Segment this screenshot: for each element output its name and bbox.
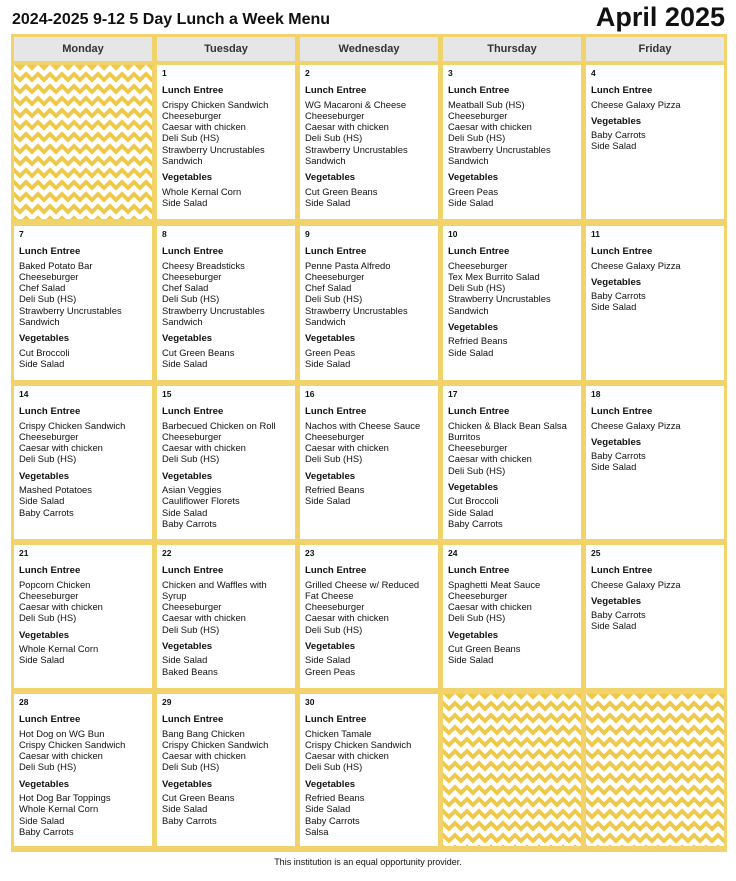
vegetables-heading: Vegetables	[591, 276, 642, 288]
vegetables-heading: Vegetables	[305, 333, 356, 345]
day-number: 3	[448, 68, 453, 78]
day-number: 16	[305, 389, 315, 399]
entree-item: Cheeseburger	[162, 601, 222, 613]
day-cell	[443, 65, 581, 219]
day-number: 9	[305, 229, 310, 239]
vegetable-item: Baby Carrots	[19, 506, 74, 518]
entree-item: Strawberry Uncrustables	[305, 143, 408, 155]
vegetable-item: Hot Dog Bar Toppings	[19, 792, 111, 804]
vegetable-item: Side Salad	[591, 301, 637, 313]
lunch-entree-heading: Lunch Entree	[305, 406, 367, 418]
day-cell	[14, 694, 152, 846]
entree-item: Caesar with chicken	[162, 750, 246, 762]
entree-item: Sandwich	[19, 316, 60, 328]
entree-item: Cheeseburger	[305, 270, 365, 282]
entree-item: WG Macaroni & Cheese	[305, 98, 407, 110]
entree-item: Crispy Chicken Sandwich	[162, 98, 269, 110]
lunch-entree-heading: Lunch Entree	[19, 714, 81, 726]
entree-item: Cheese Galaxy Pizza	[591, 98, 681, 110]
entree-item: Strawberry Uncrustables	[162, 304, 265, 316]
entree-item: Strawberry Uncrustables	[19, 304, 122, 316]
entree-item: Caesar with chicken	[305, 750, 389, 762]
month-title: April 2025	[595, 2, 725, 32]
vegetable-item: Side Salad	[162, 357, 208, 369]
day-header-wednesday: Wednesday	[300, 37, 438, 61]
vegetable-item: Side Salad	[162, 803, 208, 815]
day-header-thursday: Thursday	[443, 37, 581, 61]
lunch-entree-heading: Lunch Entree	[448, 565, 510, 577]
lunch-entree-heading: Lunch Entree	[305, 85, 367, 97]
vegetables-heading: Vegetables	[19, 629, 70, 641]
vegetable-item: Refried Beans	[305, 484, 365, 496]
vegetable-item: Side Salad	[305, 196, 351, 208]
day-cell	[586, 226, 724, 380]
entree-item: Chicken Tamale	[305, 727, 372, 739]
day-cell	[157, 386, 295, 539]
vegetable-item: Side Salad	[162, 654, 208, 666]
entree-item: Cheeseburger	[19, 589, 79, 601]
day-cell	[300, 65, 438, 219]
day-cell	[586, 65, 724, 219]
entree-item: Deli Sub (HS)	[448, 132, 506, 144]
entree-item: Cheeseburger	[162, 430, 222, 442]
vegetables-heading: Vegetables	[19, 333, 70, 345]
day-number: 18	[591, 389, 601, 399]
vegetable-item: Green Peas	[305, 346, 356, 358]
entree-item: Deli Sub (HS)	[162, 453, 220, 465]
vegetables-heading: Vegetables	[591, 115, 642, 127]
vegetable-item: Side Salad	[591, 461, 637, 473]
entree-item: Strawberry Uncrustables	[448, 293, 551, 305]
entree-item: Strawberry Uncrustables	[448, 143, 551, 155]
entree-item: Cheeseburger	[448, 109, 508, 121]
day-number: 10	[448, 229, 458, 239]
day-header-friday: Friday	[586, 37, 724, 61]
lunch-entree-heading: Lunch Entree	[591, 565, 653, 577]
lunch-entree-heading: Lunch Entree	[162, 565, 224, 577]
entree-item: Crispy Chicken Sandwich	[305, 738, 412, 750]
day-number: 23	[305, 548, 315, 558]
vegetable-item: Baby Carrots	[162, 517, 217, 529]
lunch-entree-heading: Lunch Entree	[162, 714, 224, 726]
vegetable-item: Asian Veggies	[162, 484, 222, 496]
entree-item: Deli Sub (HS)	[305, 132, 363, 144]
lunch-entree-heading: Lunch Entree	[162, 246, 224, 258]
lunch-entree-heading: Lunch Entree	[19, 406, 81, 418]
day-cell	[300, 386, 438, 539]
entree-item: Strawberry Uncrustables	[305, 304, 408, 316]
lunch-entree-heading: Lunch Entree	[448, 85, 510, 97]
entree-item: Deli Sub (HS)	[448, 464, 506, 476]
vegetables-heading: Vegetables	[591, 595, 642, 607]
entree-item: Syrup	[162, 589, 187, 601]
entree-item: Chef Salad	[162, 282, 209, 294]
day-number: 22	[162, 548, 172, 558]
vegetable-item: Cut Broccoli	[19, 346, 70, 358]
vegetable-item: Side Salad	[448, 346, 494, 358]
entree-item: Caesar with chicken	[162, 121, 246, 133]
vegetable-item: Refried Beans	[305, 792, 365, 804]
vegetable-item: Baby Carrots	[591, 129, 646, 141]
vegetable-item: Side Salad	[591, 620, 637, 632]
day-number: 8	[162, 229, 167, 239]
day-header-monday: Monday	[14, 37, 152, 61]
day-number: 15	[162, 389, 172, 399]
entree-item: Cheeseburger	[448, 589, 508, 601]
entree-item: Caesar with chicken	[448, 453, 532, 465]
entree-item: Deli Sub (HS)	[162, 132, 220, 144]
vegetable-item: Whole Kernal Corn	[162, 185, 242, 197]
entree-item: Crispy Chicken Sandwich	[162, 738, 269, 750]
entree-item: Cheeseburger	[448, 442, 508, 454]
vegetable-item: Side Salad	[448, 654, 494, 666]
day-cell	[586, 545, 724, 688]
entree-item: Deli Sub (HS)	[305, 623, 363, 635]
menu-title: 2024-2025 9-12 5 Day Lunch a Week Menu	[12, 11, 331, 28]
entree-item: Cheese Galaxy Pizza	[591, 578, 681, 590]
vegetable-item: Salsa	[305, 825, 329, 837]
vegetables-heading: Vegetables	[162, 172, 213, 184]
day-number: 7	[19, 229, 24, 239]
entree-item: Sandwich	[305, 155, 346, 167]
day-cell	[157, 65, 295, 219]
vegetable-item: Cut Broccoli	[448, 495, 499, 507]
empty-day-pattern	[443, 694, 581, 846]
entree-item: Deli Sub (HS)	[19, 453, 77, 465]
lunch-entree-heading: Lunch Entree	[305, 565, 367, 577]
vegetables-heading: Vegetables	[305, 641, 356, 653]
vegetable-item: Side Salad	[305, 803, 351, 815]
entree-item: Popcorn Chicken	[19, 578, 91, 590]
entree-item: Deli Sub (HS)	[162, 623, 220, 635]
day-number: 4	[591, 68, 596, 78]
entree-item: Cheesy Breadsticks	[162, 259, 245, 271]
lunch-entree-heading: Lunch Entree	[591, 85, 653, 97]
entree-item: Sandwich	[162, 316, 203, 328]
entree-item: Deli Sub (HS)	[305, 453, 363, 465]
day-cell	[443, 386, 581, 539]
entree-item: Cheeseburger	[19, 270, 79, 282]
vegetable-item: Side Salad	[305, 495, 351, 507]
vegetable-item: Baby Carrots	[591, 290, 646, 302]
day-cell	[300, 226, 438, 380]
lunch-entree-heading: Lunch Entree	[591, 246, 653, 258]
day-number: 14	[19, 389, 29, 399]
vegetables-heading: Vegetables	[162, 333, 213, 345]
day-cell	[157, 694, 295, 846]
entree-item: Cheeseburger	[162, 109, 222, 121]
entree-item: Deli Sub (HS)	[305, 293, 363, 305]
entree-item: Sandwich	[448, 155, 489, 167]
vegetable-item: Side Salad	[19, 654, 65, 666]
vegetables-heading: Vegetables	[448, 482, 499, 494]
vegetable-item: Baby Carrots	[448, 517, 503, 529]
entree-item: Penne Pasta Alfredo	[305, 259, 391, 271]
vegetable-item: Cut Green Beans	[162, 792, 235, 804]
entree-item: Chef Salad	[19, 282, 66, 294]
entree-item: Nachos with Cheese Sauce	[305, 419, 421, 431]
day-cell	[157, 545, 295, 688]
entree-item: Spaghetti Meat Sauce	[448, 578, 541, 590]
vegetable-item: Baby Carrots	[19, 825, 74, 837]
lunch-entree-heading: Lunch Entree	[19, 565, 81, 577]
entree-item: Cheeseburger	[305, 601, 365, 613]
vegetable-item: Side Salad	[162, 506, 208, 518]
entree-item: Sandwich	[305, 316, 346, 328]
day-cell	[443, 545, 581, 688]
vegetables-heading: Vegetables	[162, 641, 213, 653]
entree-item: Deli Sub (HS)	[448, 282, 506, 294]
vegetable-item: Baby Carrots	[591, 450, 646, 462]
footer-note: This institution is an equal opportunity provider.	[274, 857, 462, 867]
vegetable-item: Cut Green Beans	[162, 346, 235, 358]
vegetable-item: Side Salad	[448, 196, 494, 208]
entree-item: Deli Sub (HS)	[19, 612, 77, 624]
day-number: 29	[162, 697, 172, 707]
entree-item: Sandwich	[162, 155, 203, 167]
entree-item: Grilled Cheese w/ Reduced	[305, 578, 420, 590]
day-number: 30	[305, 697, 315, 707]
vegetable-item: Mashed Potatoes	[19, 484, 92, 496]
entree-item: Crispy Chicken Sandwich	[19, 738, 126, 750]
day-cell	[14, 545, 152, 688]
vegetable-item: Whole Kernal Corn	[19, 803, 99, 815]
entree-item: Cheeseburger	[448, 259, 508, 271]
day-cell	[586, 386, 724, 539]
entree-item: Burritos	[448, 430, 481, 442]
day-cell	[300, 694, 438, 846]
vegetable-item: Baked Beans	[162, 665, 218, 677]
entree-item: Caesar with chicken	[162, 612, 246, 624]
entree-item: Chicken & Black Bean Salsa	[448, 419, 567, 431]
entree-item: Strawberry Uncrustables	[162, 143, 265, 155]
day-number: 21	[19, 548, 29, 558]
vegetable-item: Side Salad	[448, 506, 494, 518]
entree-item: Caesar with chicken	[19, 601, 103, 613]
vegetable-item: Cauliflower Florets	[162, 495, 240, 507]
entree-item: Cheeseburger	[19, 430, 79, 442]
vegetable-item: Side Salad	[591, 140, 637, 152]
empty-day-pattern	[586, 694, 724, 846]
vegetables-heading: Vegetables	[448, 322, 499, 334]
vegetables-heading: Vegetables	[162, 470, 213, 482]
entree-item: Fat Cheese	[305, 589, 354, 601]
vegetables-heading: Vegetables	[448, 629, 499, 641]
entree-item: Caesar with chicken	[305, 442, 389, 454]
entree-item: Cheeseburger	[305, 109, 365, 121]
vegetable-item: Side Salad	[19, 814, 65, 826]
vegetable-item: Side Salad	[305, 654, 351, 666]
vegetables-heading: Vegetables	[591, 436, 642, 448]
entree-item: Chef Salad	[305, 282, 352, 294]
entree-item: Barbecued Chicken on Roll	[162, 419, 276, 431]
day-number: 1	[162, 68, 167, 78]
day-header-tuesday: Tuesday	[157, 37, 295, 61]
vegetable-item: Cut Green Beans	[448, 643, 521, 655]
day-cell	[300, 545, 438, 688]
entree-item: Deli Sub (HS)	[305, 761, 363, 773]
vegetable-item: Green Peas	[305, 665, 356, 677]
lunch-entree-heading: Lunch Entree	[448, 246, 510, 258]
vegetable-item: Side Salad	[19, 495, 65, 507]
vegetables-heading: Vegetables	[305, 172, 356, 184]
entree-item: Caesar with chicken	[19, 442, 103, 454]
vegetable-item: Side Salad	[162, 196, 208, 208]
entree-item: Cheese Galaxy Pizza	[591, 259, 681, 271]
entree-item: Caesar with chicken	[448, 121, 532, 133]
vegetable-item: Green Peas	[448, 185, 499, 197]
entree-item: Caesar with chicken	[19, 750, 103, 762]
vegetable-item: Baby Carrots	[591, 609, 646, 621]
calendar-grid	[11, 34, 727, 852]
lunch-entree-heading: Lunch Entree	[305, 714, 367, 726]
entree-item: Caesar with chicken	[448, 601, 532, 613]
vegetable-item: Refried Beans	[448, 335, 508, 347]
lunch-entree-heading: Lunch Entree	[305, 246, 367, 258]
entree-item: Chicken and Waffles with	[162, 578, 267, 590]
day-number: 25	[591, 548, 601, 558]
entree-item: Deli Sub (HS)	[162, 293, 220, 305]
entree-item: Caesar with chicken	[305, 121, 389, 133]
vegetables-heading: Vegetables	[19, 778, 70, 790]
entree-item: Cheeseburger	[162, 270, 222, 282]
day-cell	[14, 226, 152, 380]
vegetable-item: Whole Kernal Corn	[19, 643, 99, 655]
lunch-entree-heading: Lunch Entree	[19, 246, 81, 258]
vegetable-item: Side Salad	[305, 357, 351, 369]
entree-item: Cheese Galaxy Pizza	[591, 419, 681, 431]
entree-item: Baked Potato Bar	[19, 259, 93, 271]
lunch-entree-heading: Lunch Entree	[591, 406, 653, 418]
entree-item: Caesar with chicken	[162, 442, 246, 454]
entree-item: Deli Sub (HS)	[19, 293, 77, 305]
vegetable-item: Cut Green Beans	[305, 185, 378, 197]
vegetable-item: Baby Carrots	[162, 814, 217, 826]
entree-item: Caesar with chicken	[305, 612, 389, 624]
lunch-entree-heading: Lunch Entree	[162, 406, 224, 418]
entree-item: Cheeseburger	[305, 430, 365, 442]
day-number: 24	[448, 548, 458, 558]
day-cell	[14, 386, 152, 539]
day-number: 17	[448, 389, 458, 399]
day-cell	[157, 226, 295, 380]
vegetables-heading: Vegetables	[305, 470, 356, 482]
entree-item: Bang Bang Chicken	[162, 727, 245, 739]
entree-item: Crispy Chicken Sandwich	[19, 419, 126, 431]
entree-item: Tex Mex Burrito Salad	[448, 270, 540, 282]
vegetable-item: Baby Carrots	[305, 814, 360, 826]
day-number: 28	[19, 697, 29, 707]
empty-day-pattern	[14, 65, 152, 219]
vegetables-heading: Vegetables	[19, 470, 70, 482]
entree-item: Deli Sub (HS)	[448, 612, 506, 624]
lunch-entree-heading: Lunch Entree	[162, 85, 224, 97]
day-cell	[443, 226, 581, 380]
entree-item: Deli Sub (HS)	[162, 761, 220, 773]
vegetables-heading: Vegetables	[305, 778, 356, 790]
lunch-entree-heading: Lunch Entree	[448, 406, 510, 418]
vegetables-heading: Vegetables	[448, 172, 499, 184]
entree-item: Hot Dog on WG Bun	[19, 727, 105, 739]
entree-item: Sandwich	[448, 304, 489, 316]
day-number: 2	[305, 68, 310, 78]
entree-item: Meatball Sub (HS)	[448, 98, 525, 110]
day-number: 11	[591, 229, 600, 239]
vegetable-item: Side Salad	[19, 357, 65, 369]
entree-item: Deli Sub (HS)	[19, 761, 77, 773]
vegetables-heading: Vegetables	[162, 778, 213, 790]
